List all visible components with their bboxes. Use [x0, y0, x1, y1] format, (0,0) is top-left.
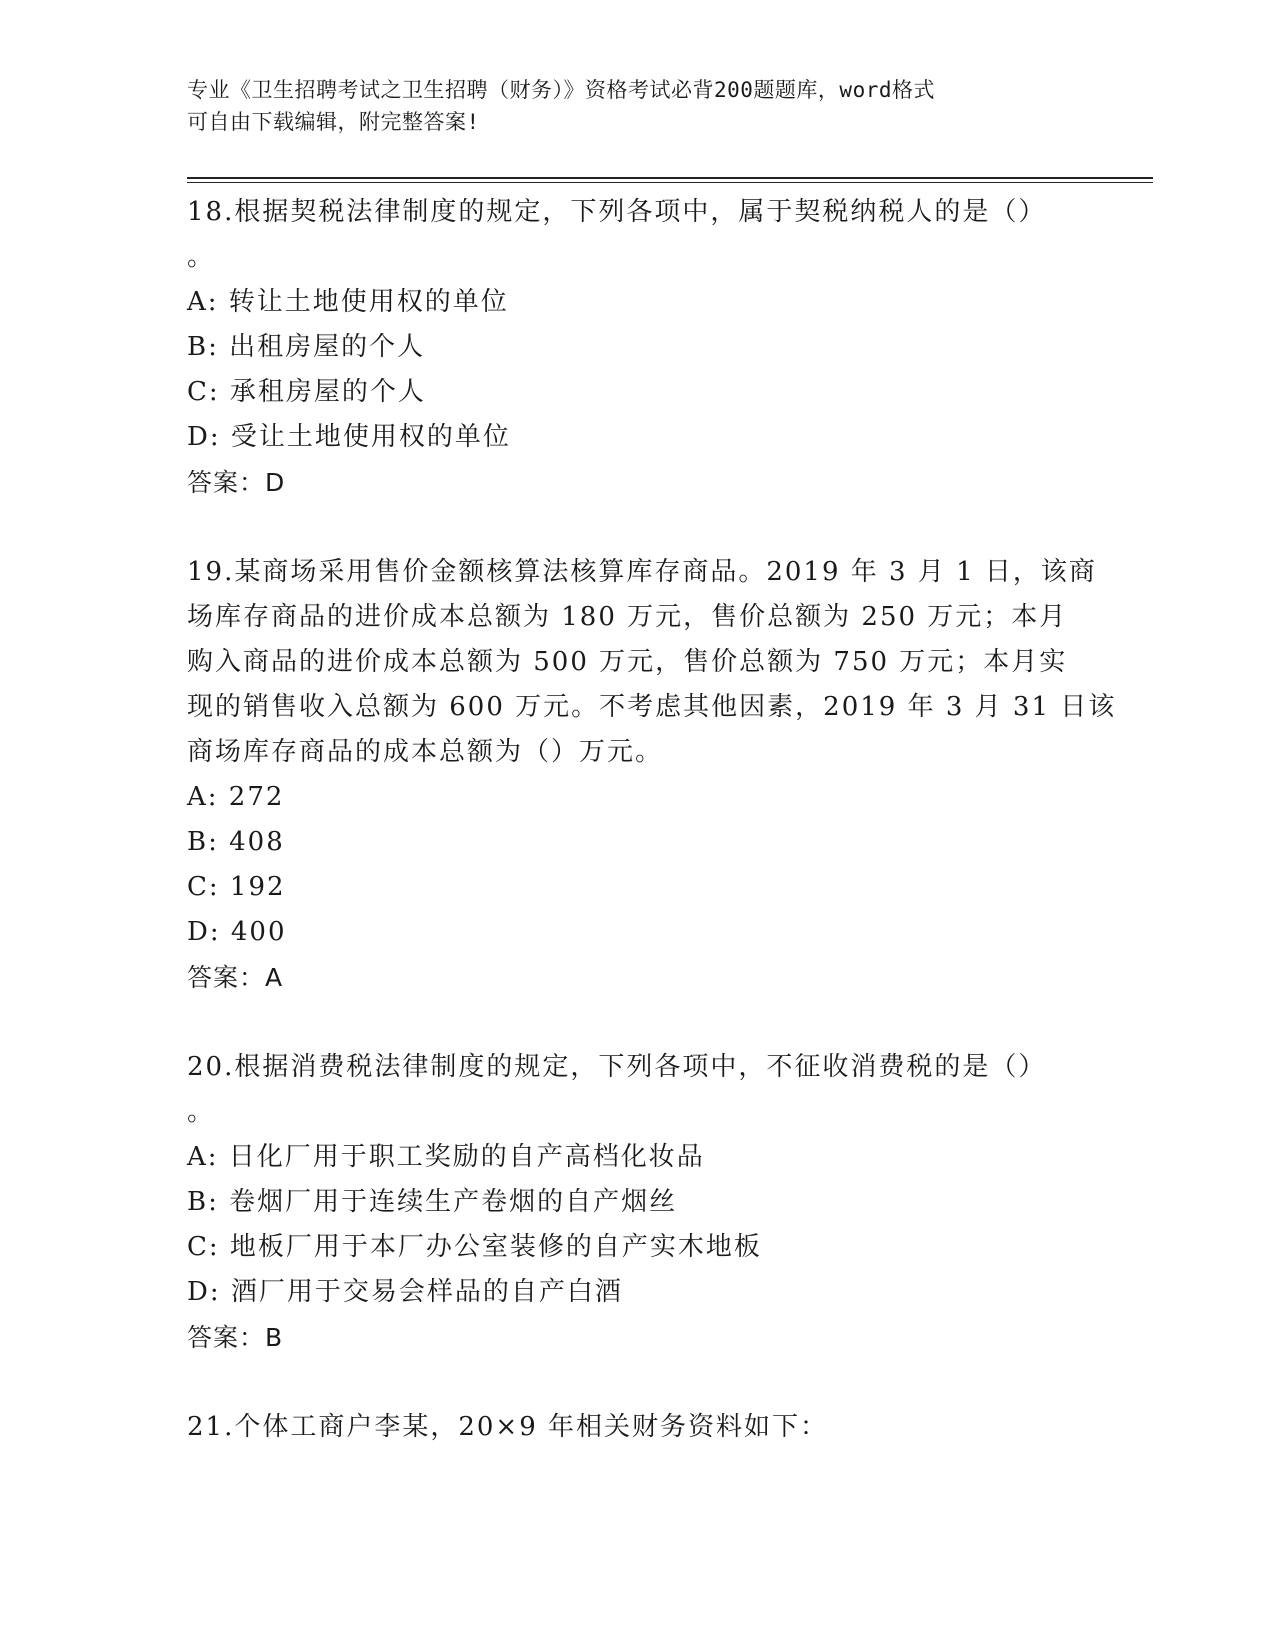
question-stem-line: 18.根据契税法律制度的规定，下列各项中，属于契税纳税人的是（）: [187, 197, 1047, 227]
document-header: [187, 74, 1067, 138]
question-stem-line: 19.某商场采用售价金额核算法核算库存商品。2019 年 3 月 1 日，该商: [187, 557, 1097, 587]
question-20: [187, 1045, 1087, 1360]
option-b: B: 出租房屋的个人: [187, 332, 426, 362]
option-c: C: 地板厂用于本厂办公室装修的自产实木地板: [187, 1232, 762, 1262]
question-21: [187, 1405, 1087, 1450]
option-d: D: 酒厂用于交易会样品的自产白酒: [187, 1277, 623, 1307]
question-stem-line: 21.个体工商户李某，20×9 年相关财务资料如下：: [187, 1412, 829, 1442]
option-d: D: 受让土地使用权的单位: [187, 422, 511, 452]
header-line-2: 可自由下载编辑，附完整答案!: [187, 110, 480, 134]
question-stem-line: 。: [187, 1097, 216, 1127]
question-stem-line: 购入商品的进价成本总额为 500 万元，售价总额为 750 万元；本月实: [187, 647, 1068, 677]
question-spacer: [187, 505, 1087, 550]
option-c: C: 192: [187, 872, 286, 902]
option-d: D: 400: [187, 917, 287, 947]
question-stem-line: 。: [187, 242, 216, 272]
question-19: [187, 550, 1117, 1000]
option-a: A: 272: [187, 782, 285, 812]
option-b: B: 卷烟厂用于连续生产卷烟的自产烟丝: [187, 1187, 678, 1217]
option-a: A: 转让土地使用权的单位: [187, 287, 509, 317]
question-stem-line: 现的销售收入总额为 600 万元。不考虑其他因素，2019 年 3 月 31 日该: [187, 692, 1117, 722]
question-18: [187, 190, 1087, 505]
question-stem-line: 商场库存商品的成本总额为（）万元。: [187, 737, 664, 767]
answer-line: 答案：B: [187, 1323, 284, 1352]
question-list: [187, 190, 1117, 1450]
option-c: C: 承租房屋的个人: [187, 377, 426, 407]
header-divider-thick: [187, 177, 1153, 179]
option-a: A: 日化厂用于职工奖励的自产高档化妆品: [187, 1142, 705, 1172]
question-stem-line: 场库存商品的进价成本总额为 180 万元，售价总额为 250 万元；本月: [187, 602, 1068, 632]
question-stem-line: 20.根据消费税法律制度的规定，下列各项中，不征收消费税的是（）: [187, 1052, 1047, 1082]
header-divider-thin: [187, 182, 1153, 183]
question-spacer: [187, 1360, 1087, 1405]
answer-line: 答案：A: [187, 963, 284, 992]
answer-line: 答案：D: [187, 468, 286, 497]
option-b: B: 408: [187, 827, 285, 857]
header-line-1: 专业《卫生招聘考试之卫生招聘（财务）》资格考试必背200题题库，word格式: [187, 78, 935, 102]
question-spacer: [187, 1000, 1087, 1045]
